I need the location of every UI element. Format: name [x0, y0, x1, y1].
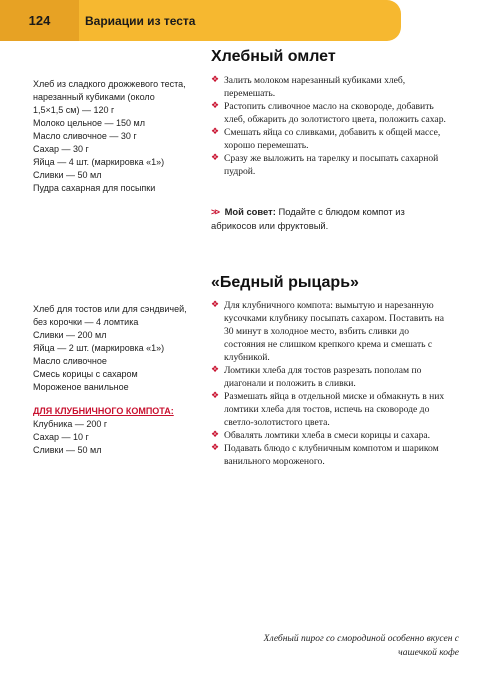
ingredient-line: Сахар — 30 г [33, 144, 89, 154]
recipe2-title: «Бедный рыцарь» [211, 274, 359, 291]
recipe1-ingredients [33, 78, 201, 195]
diamond-bullet-icon: ❖ [211, 391, 220, 401]
ingredient-line: Хлеб из сладкого дрожжевого теста, [33, 79, 186, 89]
ingredient-line: Сливки — 50 мл [33, 170, 102, 180]
ingredient-line: Клубника — 200 г [33, 419, 108, 429]
double-chevron-icon: >> [211, 206, 218, 217]
recipe2-ingredients [33, 303, 201, 457]
step-item: ❖ Для клубничного компота: вымытую и нарезанную кусочками клубнику посыпать сахаром. Поставить на 30 минут в холодное место, взбить сливки до состояния не слишком крепкого крема и смешать с клубникой. [211, 300, 444, 363]
ingredient-line: Масло сливочное [33, 356, 107, 366]
compote-heading: ДЛЯ КЛУБНИЧНОГО КОМПОТА: [33, 406, 174, 416]
ingredient-line: Яйца — 2 шт. (маркировка «1») [33, 343, 165, 353]
ingredient-line: Сахар — 10 г [33, 432, 89, 442]
ingredient-line: Хлеб для тостов или для сэндвичей, [33, 304, 187, 314]
diamond-bullet-icon: ❖ [211, 153, 220, 163]
diamond-bullet-icon: ❖ [211, 430, 220, 440]
step-item: ❖ Растопить сливочное масло на сковороде, добавить хлеб, обжарить до золотистого цвета, положить сахар. [211, 101, 446, 125]
diamond-bullet-icon: ❖ [211, 75, 220, 85]
page-header [0, 0, 481, 41]
ingredient-line: Яйца — 4 шт. (маркировка «1») [33, 157, 165, 167]
step-item: ❖ Размешать яйца в отдельной миске и обмакнуть в них ломтики хлеба для тостов, испечь на сковороде до светло-золотистого цвета. [211, 391, 445, 428]
recipe1-steps [211, 74, 451, 178]
ingredient-line: без корочки — 4 ломтика [33, 317, 139, 327]
recipe2-steps [211, 299, 451, 468]
tip-text: Подайте с блюдом компот из абрикосов или фруктовый. [211, 206, 405, 231]
ingredient-line: Мороженое ванильное [33, 382, 129, 392]
ingredient-line: нарезанный кубиками (около [33, 92, 155, 102]
step-item: ❖ Ломтики хлеба для тостов разрезать пополам по диагонали и положить в сливки. [211, 365, 422, 389]
diamond-bullet-icon: ❖ [211, 365, 220, 375]
recipe1-title: Хлебный омлет [211, 48, 336, 65]
photo-caption: Хлебный пирог со смородиной особенно вкусен с чашечкой кофе [263, 634, 459, 658]
step-item: ❖ Залить молоком нарезанный кубиками хлеб, перемешать. [211, 75, 406, 99]
ingredient-line: Смесь корицы с сахаром [33, 369, 138, 379]
ingredient-line: Пудра сахарная для посыпки [33, 183, 156, 193]
step-item: ❖ Сразу же выложить на тарелку и посыпать сахарной пудрой. [211, 153, 439, 177]
diamond-bullet-icon: ❖ [211, 127, 220, 137]
section-title: Вариации из теста [79, 0, 401, 41]
step-item: ❖ Смешать яйца со сливками, добавить к общей массе, хорошо перемешать. [211, 127, 441, 151]
ingredient-line: Масло сливочное — 30 г [33, 131, 137, 141]
ingredient-line: Сливки — 50 мл [33, 445, 102, 455]
diamond-bullet-icon: ❖ [211, 300, 220, 310]
tip-label: Мой совет: [224, 206, 276, 217]
page-number: 124 [0, 0, 79, 41]
ingredient-line: Сливки — 200 мл [33, 330, 107, 340]
step-item: ❖ Обвалять ломтики хлеба в смеси корицы и сахара. [211, 430, 431, 441]
diamond-bullet-icon: ❖ [211, 443, 220, 453]
tip-box [211, 205, 451, 233]
ingredient-line: Молоко цельное — 150 мл [33, 118, 145, 128]
ingredient-line: 1,5×1,5 см) — 120 г [33, 105, 115, 115]
step-item: ❖ Подавать блюдо с клубничным компотом и шариком ванильного мороженого. [211, 443, 439, 467]
diamond-bullet-icon: ❖ [211, 101, 220, 111]
